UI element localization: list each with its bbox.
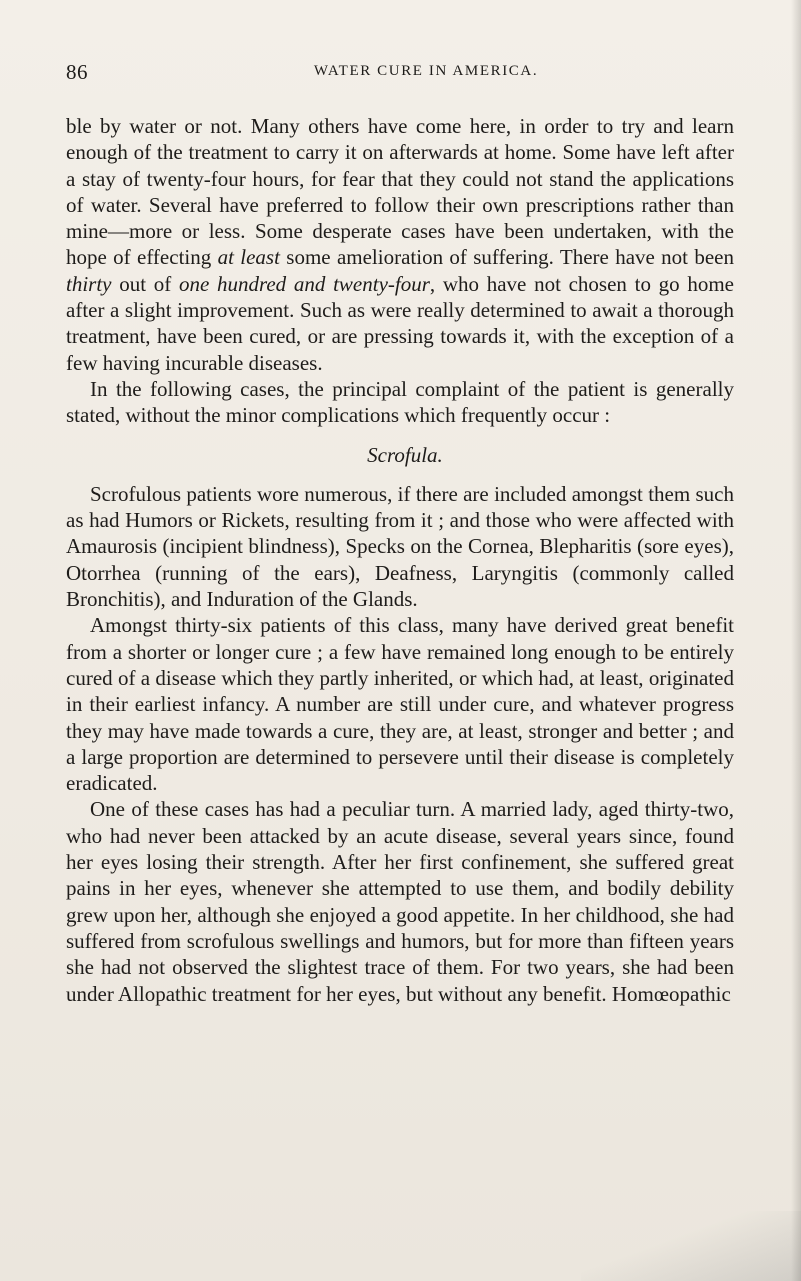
body-text: [66, 113, 734, 1007]
text-run: out of: [111, 271, 179, 296]
paragraph-peculiar-case: One of these cases has had a peculiar turn. A married lady, aged thirty-two, who had never been attacked by an acute disease, several years since, found her eyes losing their strength. After her first confinement, she suffered great pains in her eyes, whenever she attempted to use them, and bodily debility grew upon her, although she enjoyed a good appetite. In her childhood, she had suffered from scrofulous swellings and humors, but for more than fifteen years she had not observed the slightest trace of them. For two years, she had been under Allopathic treatment for her eyes, but without any benefit. Homœopathic: [66, 797, 734, 1006]
text-run: , who have not chosen to go home after a slight improvement. Such as were really determined to await a thorough treatment, have been cured, or are pressing towards it, with the exception of a few having incurable diseases.: [66, 271, 735, 375]
page-header: [66, 60, 746, 90]
italic-phrase: thirty: [66, 271, 112, 296]
italic-phrase: at least: [217, 245, 280, 270]
paragraph-continuation: [66, 113, 734, 376]
page-corner-shadow: [581, 1211, 801, 1281]
page-number: 86: [66, 60, 88, 84]
paragraph-scrofulous-patients: Scrofulous patients wore numerous, if there are included amongst them such as had Humors or Rickets, resulting from it ; and those who were affected with Amaurosis (incipient blindness), Specks on the Cornea, Blepharitis (sore eyes), Otorrhea (running of the ears), Deafness, Laryngitis (commonly called Bronchitis), and Induration of the Glands.: [66, 481, 734, 612]
text-run: ble by water or not. Many others have come here, in order to try and learn enough of the treatment to carry it on afterwards at home. Some have left after a stay of twenty-four hours, for fear that they could not stand the applications of water. Several have preferred to follow their own prescriptions rather than mine—more or less. Some desperate cases have been undertaken, with the hope of effecting: [66, 114, 734, 270]
running-head: WATER CURE IN AMERICA.: [313, 63, 539, 79]
paragraph-thirty-six-patients: Amongst thirty-six patients of this class, many have derived great benefit from a shorter or longer cure ; a few have remained long enough to be entirely cured of a disease which they partly inherited, or which had, at least, originated in their earliest infancy. A number are still under cure, and whatever progress they may have made towards a cure, they are, at least, stronger and better ; and a large proportion are determined to persevere until their disease is completely eradicated.: [66, 613, 734, 796]
text-run: some amelioration of suffering. There have not been: [279, 245, 735, 270]
italic-phrase: one hundred and twenty-four: [178, 271, 430, 296]
paragraph-cases-intro: In the following cases, the principal complaint of the patient is generally stated, without the minor complications which frequently occur :: [66, 376, 734, 428]
page-edge-shadow: [791, 0, 801, 1281]
section-heading: Scrofula.: [367, 442, 443, 467]
